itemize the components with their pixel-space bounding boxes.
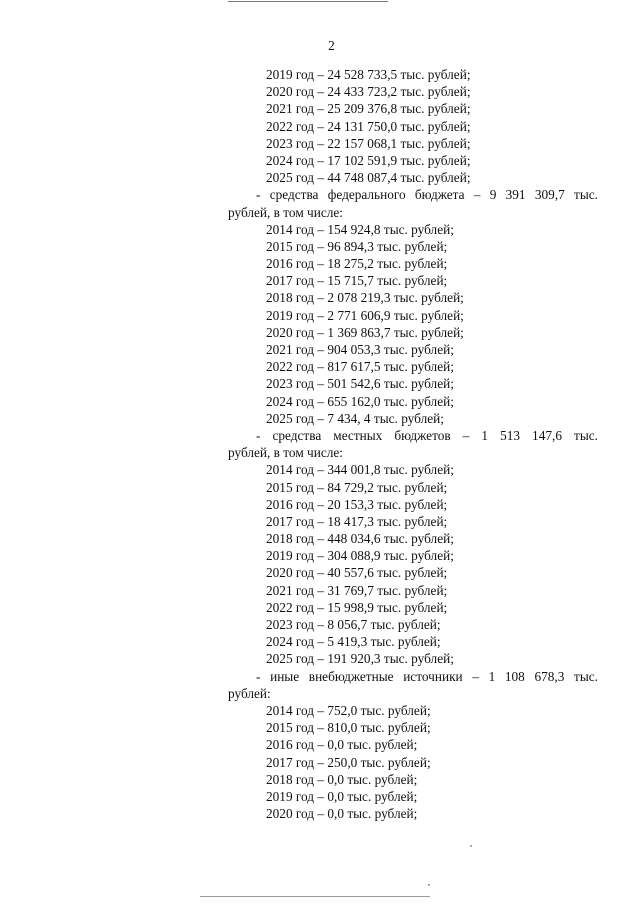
year-amount-line: 2025 год – 191 920,3 тыс. рублей; [266, 651, 454, 667]
year-amount-line: 2019 год – 2 771 606,9 тыс. рублей; [266, 307, 464, 323]
page-number: 2 [328, 38, 335, 53]
year-amount-line: 2018 год – 2 078 219,3 тыс. рублей; [266, 290, 464, 306]
year-amount-line: 2024 год – 5 419,3 тыс. рублей; [266, 634, 441, 650]
year-amount-line: 2022 год – 15 998,9 тыс. рублей; [266, 599, 448, 615]
bottom-border-line [200, 896, 430, 897]
continuation-line: рублей, в том числе: [228, 445, 343, 461]
year-amount-line: 2021 год – 904 053,3 тыс. рублей; [266, 342, 454, 358]
year-amount-line: 2025 год – 7 434, 4 тыс. рублей; [266, 410, 444, 426]
funding-lines [228, 66, 598, 822]
year-amount-line: 2014 год – 752,0 тыс. рублей; [266, 702, 431, 718]
year-amount-line: 2020 год – 1 369 863,7 тыс. рублей; [266, 324, 464, 340]
year-amount-line: 2014 год – 154 924,8 тыс. рублей; [266, 221, 454, 237]
year-amount-line: 2016 год – 0,0 тыс. рублей; [266, 737, 418, 753]
year-amount-line: 2017 год – 250,0 тыс. рублей; [266, 754, 431, 770]
year-amount-line: 2025 год – 44 748 087,4 тыс. рублей; [266, 170, 471, 186]
document-body [228, 66, 598, 822]
year-amount-line: 2022 год – 24 131 750,0 тыс. рублей; [266, 118, 471, 134]
scan-speck [470, 845, 472, 847]
year-amount-line: 2022 год – 817 617,5 тыс. рублей; [266, 359, 454, 375]
funding-source-paragraph: - средства местных бюджетов – 1 513 147,6 тыс. [256, 427, 598, 443]
year-amount-line: 2014 год – 344 001,8 тыс. рублей; [266, 462, 454, 478]
year-amount-line: 2021 год – 25 209 376,8 тыс. рублей; [266, 101, 471, 117]
year-amount-line: 2017 год – 15 715,7 тыс. рублей; [266, 273, 448, 289]
continuation-line: рублей: [228, 685, 271, 701]
year-amount-line: 2020 год – 24 433 723,2 тыс. рублей; [266, 84, 471, 100]
year-amount-line: 2024 год – 17 102 591,9 тыс. рублей; [266, 152, 471, 168]
year-amount-line: 2024 год – 655 162,0 тыс. рублей; [266, 393, 454, 409]
year-amount-line: 2019 год – 0,0 тыс. рублей; [266, 788, 418, 804]
year-amount-line: 2018 год – 448 034,6 тыс. рублей; [266, 531, 454, 547]
year-amount-line: 2023 год – 8 056,7 тыс. рублей; [266, 617, 441, 633]
scan-speck [428, 884, 430, 886]
year-amount-line: 2020 год – 0,0 тыс. рублей; [266, 806, 418, 822]
year-amount-line: 2021 год – 31 769,7 тыс. рублей; [266, 582, 448, 598]
year-amount-line: 2017 год – 18 417,3 тыс. рублей; [266, 513, 448, 529]
year-amount-line: 2015 год – 84 729,2 тыс. рублей; [266, 479, 448, 495]
year-amount-line: 2016 год – 20 153,3 тыс. рублей; [266, 496, 448, 512]
funding-source-paragraph: - средства федерального бюджета – 9 391 309,7 тыс. [256, 187, 598, 203]
year-amount-line: 2018 год – 0,0 тыс. рублей; [266, 771, 418, 787]
continuation-line: рублей, в том числе: [228, 204, 343, 220]
year-amount-line: 2019 год – 24 528 733,5 тыс. рублей; [266, 67, 471, 82]
top-border-line [228, 1, 388, 2]
year-amount-line: 2016 год – 18 275,2 тыс. рублей; [266, 256, 448, 272]
year-amount-line: 2023 год – 22 157 068,1 тыс. рублей; [266, 135, 471, 151]
year-amount-line: 2019 год – 304 088,9 тыс. рублей; [266, 548, 454, 564]
funding-source-paragraph: - иные внебюджетные источники – 1 108 678,3 тыс. [256, 668, 598, 684]
year-amount-line: 2015 год – 96 894,3 тыс. рублей; [266, 238, 448, 254]
year-amount-line: 2020 год – 40 557,6 тыс. рублей; [266, 565, 448, 581]
year-amount-line: 2023 год – 501 542,6 тыс. рублей; [266, 376, 454, 392]
year-amount-line: 2015 год – 810,0 тыс. рублей; [266, 720, 431, 736]
